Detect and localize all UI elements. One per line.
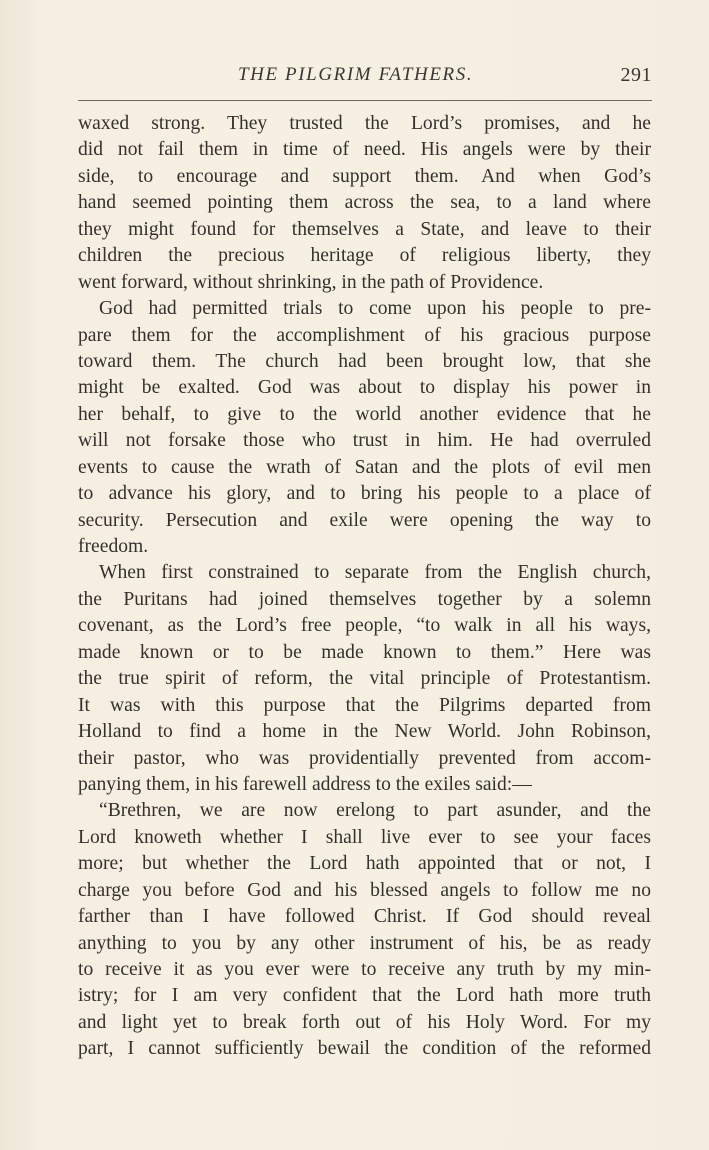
text-line: farther than I have followed Christ. If God should reveal [78,906,651,928]
text-line: they might found for themselves a State, and leave to their [78,218,651,240]
text-line: part, I cannot sufficiently bewail the condition of the reformed [78,1038,651,1060]
text-line: pare them for the accomplishment of his gracious purpose [78,324,651,346]
text-line: charge you before God and his blessed angels to follow me no [78,879,651,901]
text-line: side, to encourage and support them. And when God’s [78,165,651,187]
text-line: to receive it as you ever were to receive any truth by my min- [78,959,651,980]
text-line: toward them. The church had been brought low, that she [78,350,651,372]
text-line: anything to you by any other instrument of his, be as ready [78,932,651,954]
text-line: covenant, as the Lord’s free people, “to walk in all his ways, [78,615,651,637]
text-line: might be exalted. God was about to display his power in [78,377,651,399]
page-header [78,64,652,92]
text-line: children the precious heritage of religious liberty, they [78,245,651,267]
text-line: her behalf, to give to the world another evidence that he [78,403,651,425]
text-line: made known or to be made known to them.” Here was [78,641,651,663]
text-line: and light yet to break forth out of his Holy Word. For my [78,1011,651,1033]
text-line: to advance his glory, and to bring his people to a place of [78,483,651,505]
running-title: THE PILGRIM FATHERS. [238,64,474,85]
text-line: panying them, in his farewell address to the exiles said:— [78,773,532,795]
text-line: It was with this purpose that the Pilgrims departed from [78,694,651,716]
text-line: events to cause the wrath of Satan and the plots of evil men [78,456,651,478]
text-line: did not fail them in time of need. His angels were by their [78,139,651,161]
text-line: will not forsake those who trust in him. He had overruled [78,430,651,452]
text-line: their pastor, who was providentially prevented from accom- [78,747,651,769]
text-line: “Brethren, we are now erelong to part asunder, and the [99,800,651,822]
text-line: went forward, without shrinking, in the path of Providence. [78,271,544,293]
text-line: the true spirit of reform, the vital principle of Protestantism. [78,668,651,690]
text-line: waxed strong. They trusted the Lord’s promises, and he [78,113,651,134]
text-line: God had permitted trials to come upon his people to pre- [99,298,651,320]
text-line: the Puritans had joined themselves together by a solemn [78,588,651,610]
text-line: security. Persecution and exile were opening the way to [78,509,651,531]
text-line: freedom. [78,536,149,557]
header-rule [78,100,652,101]
text-line: When first constrained to separate from the English church, [99,562,651,584]
body-text [78,111,651,1063]
text-line: more; but whether the Lord hath appointed that or not, I [78,853,651,875]
page-number: 291 [620,64,652,86]
text-line: istry; for I am very confident that the Lord hath more truth [78,985,651,1007]
text-line: Holland to find a home in the New World. John Robinson, [78,721,651,743]
text-line: hand seemed pointing them across the sea, to a land where [78,192,651,214]
text-line: Lord knoweth whether I shall live ever to see your faces [78,826,651,848]
